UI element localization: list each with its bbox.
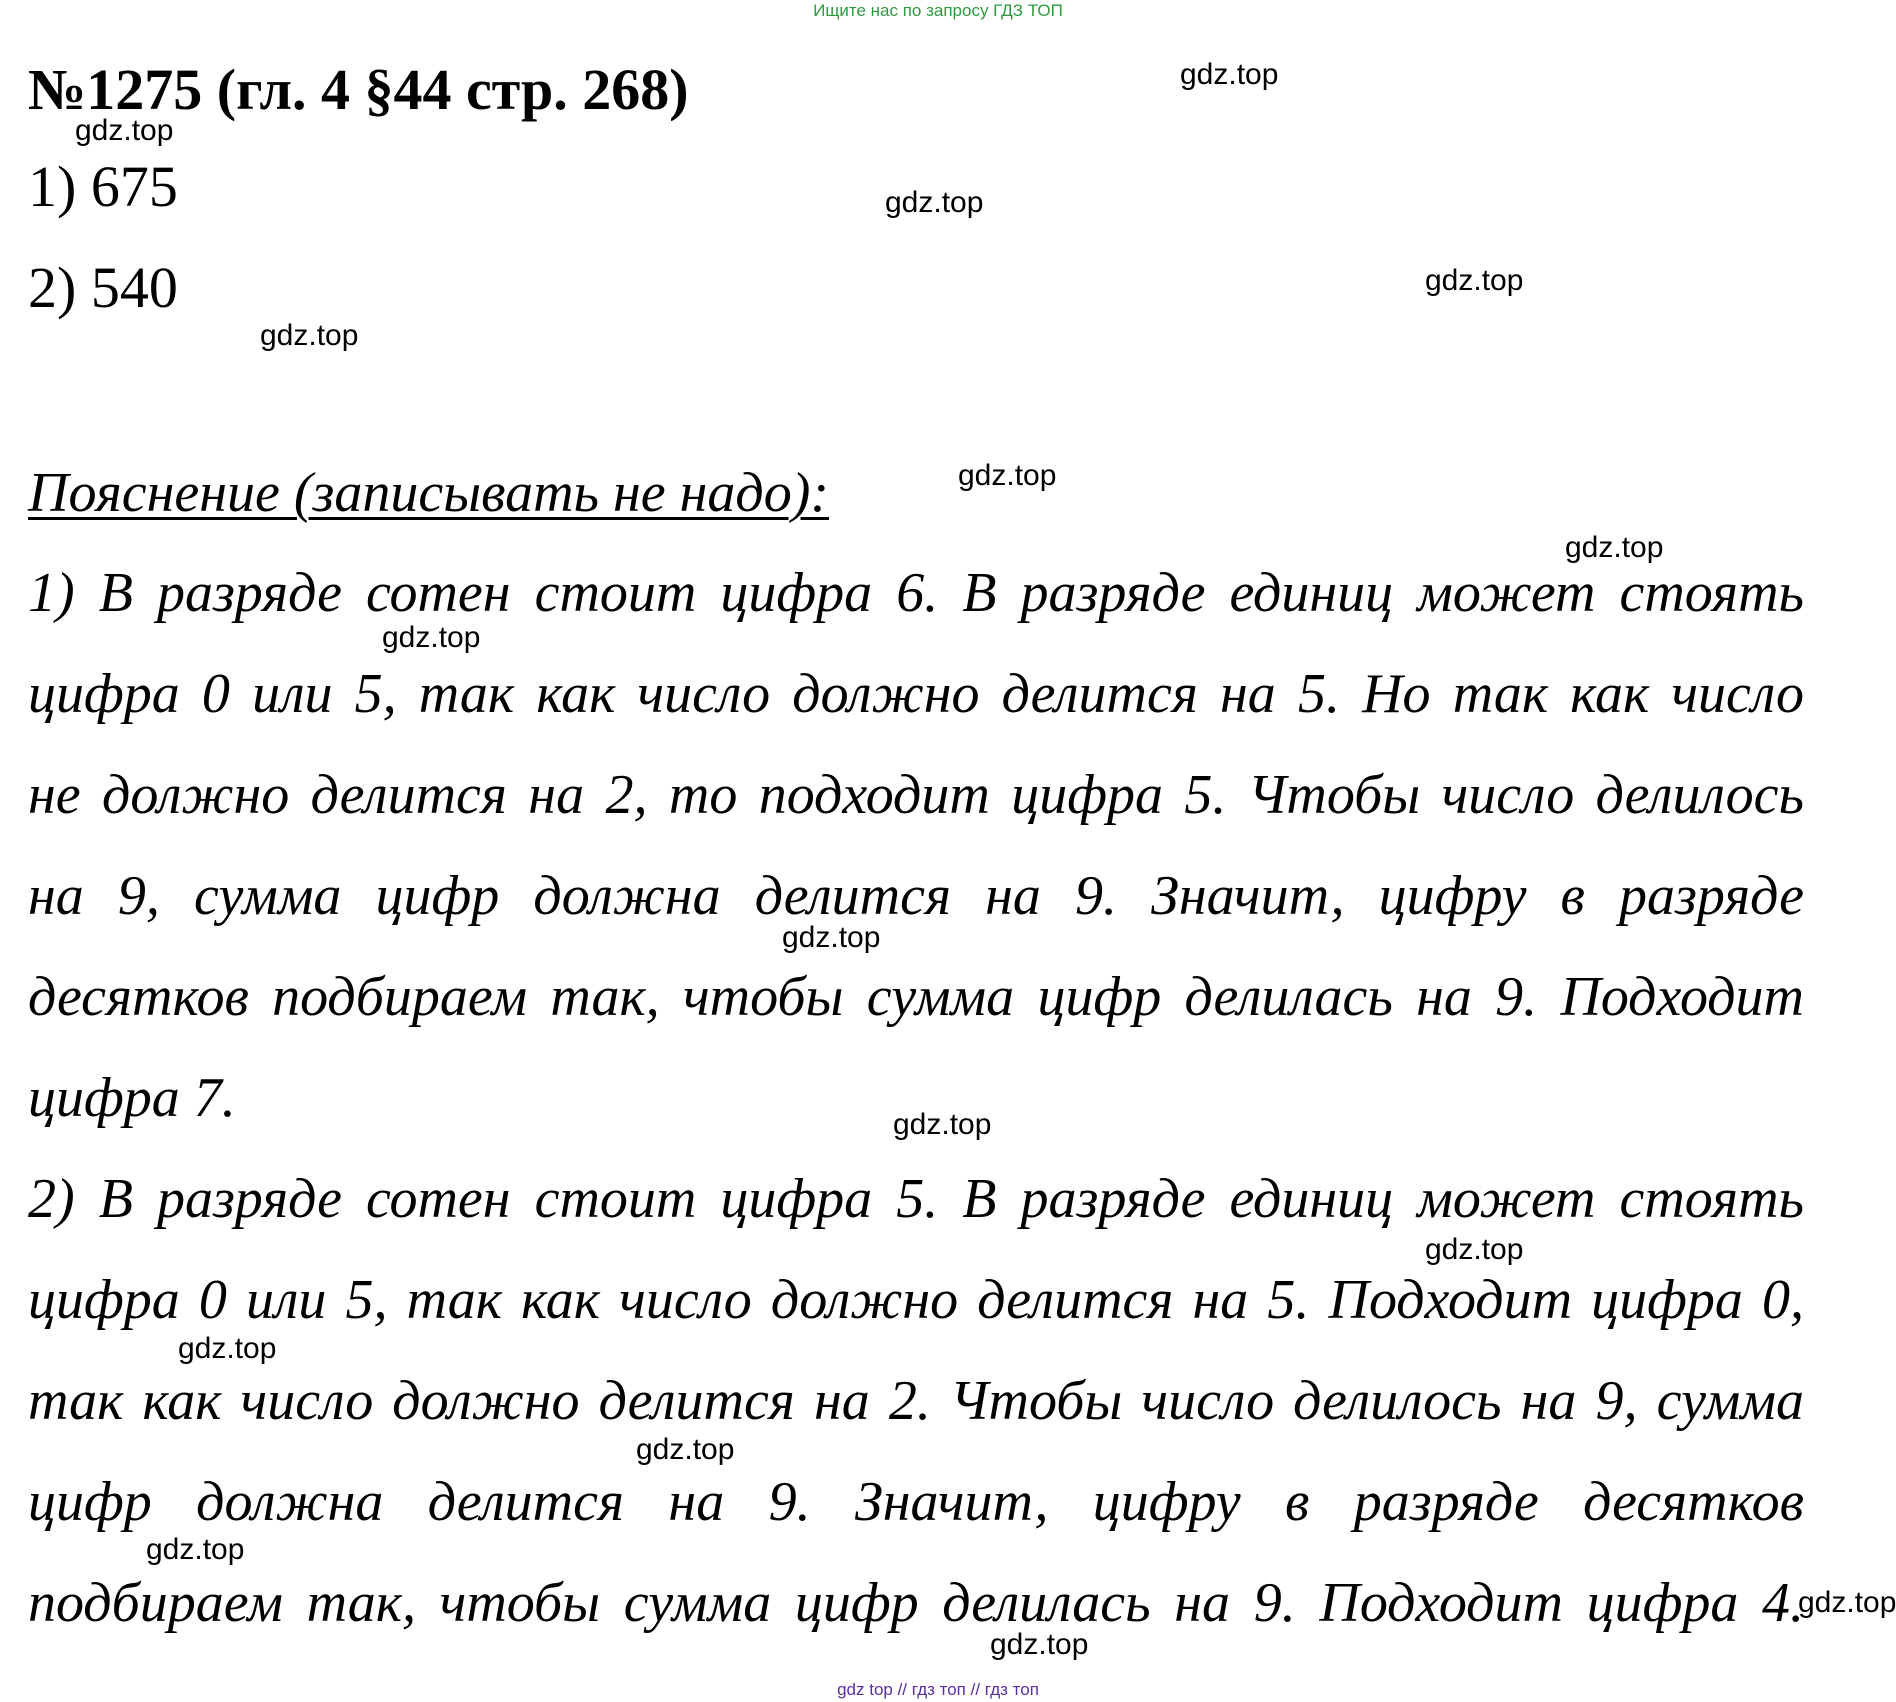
explanation-heading: Пояснение (записывать не надо): (28, 462, 830, 524)
watermark: gdz.top (958, 459, 1057, 492)
explanation-line: так как число должно делится на 2. Чтобы число делилось на 9, сумма (28, 1370, 1804, 1432)
watermark: gdz.top (1798, 1586, 1896, 1619)
explanation-line: цифра 0 или 5, так как число должно делится на 5. Подходит цифра 0, (28, 1269, 1804, 1331)
watermark: gdz.top (146, 1533, 245, 1566)
answer-2: 2) 540 (28, 255, 178, 320)
explanation-line: 1) В разряде сотен стоит цифра 6. В разряде единиц может стоять (28, 562, 1804, 624)
watermark: gdz.top (75, 114, 174, 147)
footer-links: gdz top // гдз топ // гдз топ (837, 1680, 1039, 1699)
explanation-line: цифра 0 или 5, так как число должно делится на 5. Но так как число (28, 663, 1804, 725)
explanation-line: цифра 7. (28, 1067, 236, 1129)
explanation-line: десятков подбираем так, чтобы сумма цифр делилась на 9. Подходит (28, 966, 1804, 1028)
explanation-line: не должно делится на 2, то подходит цифра 5. Чтобы число делилось (28, 764, 1804, 826)
watermark: gdz.top (1180, 58, 1279, 91)
watermark: gdz.top (636, 1433, 735, 1466)
top-banner: Ищите нас по запросу ГДЗ ТОП (813, 1, 1063, 20)
watermark: gdz.top (382, 621, 481, 654)
explanation-line: цифр должна делится на 9. Значит, цифру в разряде десятков (28, 1471, 1804, 1533)
watermark: gdz.top (1565, 531, 1664, 564)
watermark: gdz.top (782, 921, 881, 954)
explanation-line: 2) В разряде сотен стоит цифра 5. В разряде единиц может стоять (28, 1168, 1804, 1230)
watermark: gdz.top (885, 186, 984, 219)
explanation-line: на 9, сумма цифр должна делится на 9. Значит, цифру в разряде (28, 865, 1804, 927)
watermark: gdz.top (1425, 264, 1524, 297)
watermark: gdz.top (893, 1108, 992, 1141)
watermark: gdz.top (260, 319, 359, 352)
page-title: №1275 (гл. 4 §44 стр. 268) (28, 57, 689, 122)
watermark: gdz.top (990, 1628, 1089, 1661)
explanation-line: подбираем так, чтобы сумма цифр делилась на 9. Подходит цифра 4. (28, 1572, 1804, 1634)
answer-1: 1) 675 (28, 154, 178, 219)
watermark: gdz.top (178, 1332, 277, 1365)
watermark: gdz.top (1425, 1233, 1524, 1266)
